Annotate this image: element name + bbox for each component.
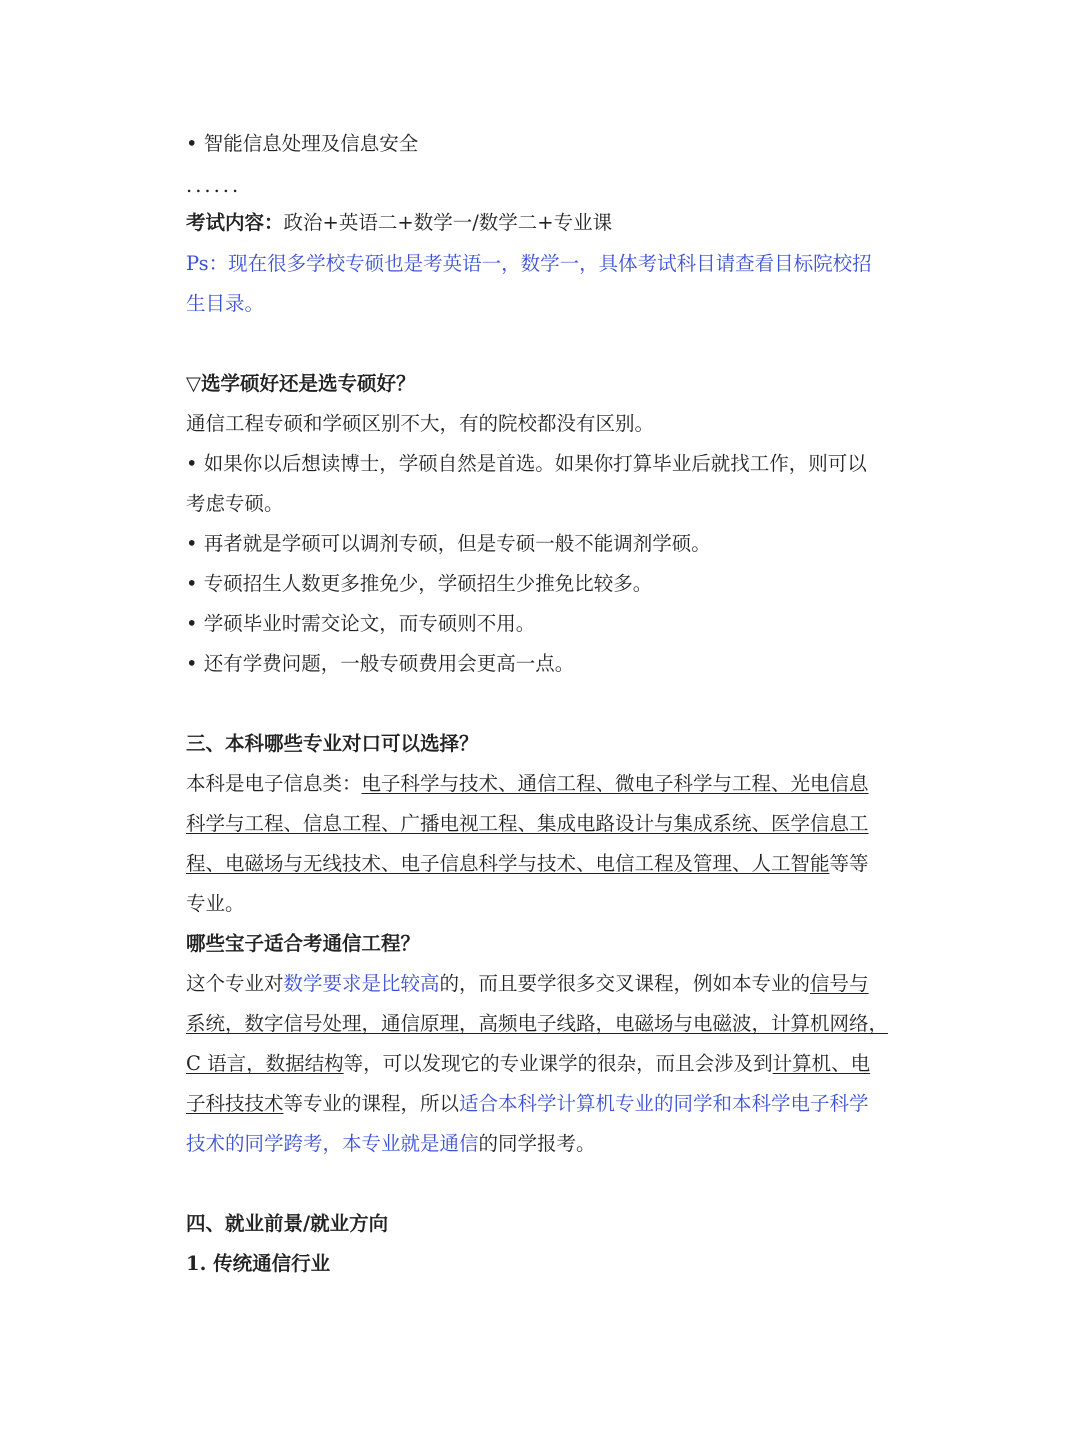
- suit-para-line4: [186, 1090, 898, 1118]
- heading-choose-degree: ▽选学硕好还是选专硕好？: [186, 372, 416, 395]
- choose-bullet5: • 还有学费问题，一般专硕费用会更高一点。: [186, 652, 575, 675]
- exam-content-label: 考试内容：: [186, 211, 284, 234]
- suit-text: 等，可以发现它的专业课学的很杂，而且会涉及到: [343, 1052, 773, 1075]
- heading-undergrad-majors: 三、本科哪些专业对口可以选择？: [186, 732, 479, 755]
- majors-line1: [186, 770, 898, 798]
- heading-who-suits: 哪些宝子适合考通信工程？: [186, 932, 421, 955]
- suit-related-fields: 子科技技术: [186, 1092, 284, 1115]
- choose-bullet1-line2: 考虑专硕。: [186, 492, 284, 515]
- suit-text: 的，而且要学很多交叉课程，例如本专业的: [439, 972, 811, 995]
- suit-text: 这个专业对: [186, 972, 284, 995]
- suit-course-list: C 语言，数据结构: [186, 1052, 344, 1075]
- exam-content-line: [186, 209, 898, 237]
- heading-employment: 四、就业前景/就业方向: [186, 1212, 389, 1235]
- suit-para-line1: [186, 970, 898, 998]
- suit-course-list: 信号与: [810, 972, 869, 995]
- suit-highlight-crossover: 适合本科学计算机专业的同学和本科学电子科学: [459, 1092, 869, 1115]
- suit-para-line2: 系统，数字信号处理，通信原理，高频电子线路，电磁场与电磁波，计算机网络，: [186, 1012, 889, 1035]
- majors-line4: 专业。: [186, 892, 245, 915]
- subheading-traditional-telecom: 1. 传统通信行业: [186, 1252, 331, 1275]
- choose-bullet3: • 专硕招生人数更多推免少，学硕招生少推免比较多。: [186, 572, 653, 595]
- choose-bullet1-line1: • 如果你以后想读博士，学硕自然是首选。如果你打算毕业后就找工作，则可以: [186, 452, 867, 475]
- bullet-smart-info-security: • 智能信息处理及信息安全: [186, 132, 419, 155]
- ps-note-line1: Ps：现在很多学校专硕也是考英语一，数学一，具体考试科目请查看目标院校招: [186, 252, 872, 275]
- choose-bullet4: • 学硕毕业时需交论文，而专硕则不用。: [186, 612, 536, 635]
- suit-text: 的同学报考。: [478, 1132, 596, 1155]
- suit-para-line3: [186, 1050, 898, 1078]
- choose-bullet2: • 再者就是学硕可以调剂专硕，但是专硕一般不能调剂学硕。: [186, 532, 711, 555]
- majors-list-part3: 程、电磁场与无线技术、电子信息科学与技术、电信工程及管理、人工智能: [186, 852, 830, 875]
- majors-prefix: 本科是电子信息类：: [186, 772, 362, 795]
- suit-highlight-math: 数学要求是比较高: [283, 972, 440, 995]
- majors-list-part1: 电子科学与技术、通信工程、微电子科学与工程、光电信息: [361, 772, 869, 795]
- suit-related-fields: 计算机、电: [772, 1052, 871, 1075]
- ellipsis: ......: [186, 174, 242, 197]
- majors-suffix: 等等: [829, 852, 869, 875]
- choose-intro: 通信工程专硕和学硕区别不大，有的院校都没有区别。: [186, 412, 655, 435]
- suit-text: 等专业的课程，所以: [283, 1092, 460, 1115]
- suit-para-line5: [186, 1130, 898, 1158]
- suit-highlight-crossover: 技术的同学跨考，本专业就是通信: [186, 1132, 479, 1155]
- majors-line3: [186, 850, 898, 878]
- ps-note-line2: 生目录。: [186, 292, 265, 315]
- majors-line2: 科学与工程、信息工程、广播电视工程、集成电路设计与集成系统、医学信息工: [186, 812, 869, 835]
- exam-content-value: 政治+英语二+数学一/数学二+专业课: [283, 211, 613, 234]
